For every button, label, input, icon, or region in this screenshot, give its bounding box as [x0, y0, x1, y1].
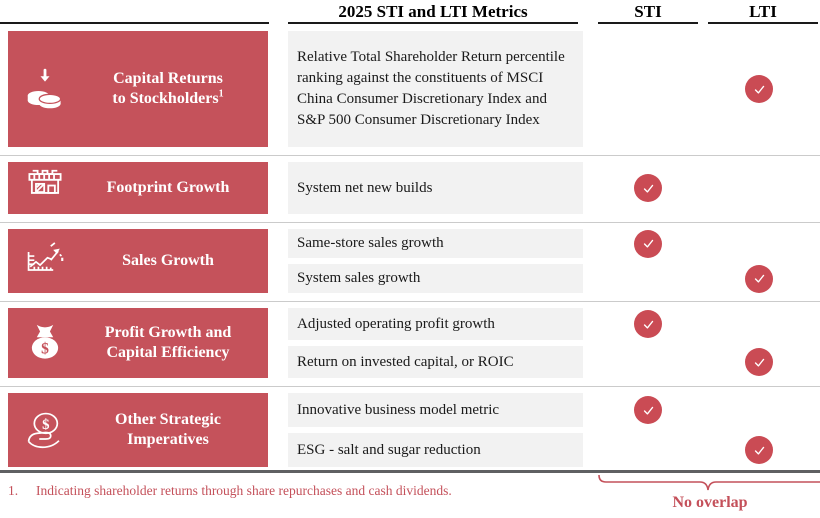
- category-block-profit-growth: [8, 308, 268, 378]
- category-label: Footprint Growth: [106, 179, 230, 196]
- category-block-capital-returns: [8, 31, 268, 147]
- row-divider: [0, 386, 820, 387]
- check-columns: [598, 393, 820, 467]
- money-bag-icon: [8, 320, 82, 366]
- column-header-lti: LTI: [749, 2, 777, 21]
- table-row-other-strategic: [0, 393, 820, 467]
- column-header-sti: STI: [634, 2, 662, 21]
- category-label: Profit Growth and Capital Efficiency: [104, 324, 232, 361]
- table-row-footprint-growth: [0, 162, 820, 214]
- check-icon: [634, 396, 662, 424]
- check-icon: [745, 265, 773, 293]
- check-columns: [598, 162, 820, 214]
- category-block-other-strategic: [8, 393, 268, 467]
- row-divider: [0, 155, 820, 156]
- category-label: Sales Growth: [122, 252, 214, 269]
- sti-check-cell: [598, 31, 698, 147]
- table-bottom-rule: [0, 470, 820, 473]
- lti-check-cell: [698, 264, 820, 293]
- metric-cell: System sales growth: [288, 264, 583, 293]
- storefront-icon: [8, 165, 82, 211]
- metric-cell: ESG - salt and sugar reduction: [288, 433, 583, 467]
- sti-check-cell: [598, 346, 698, 378]
- lti-check-cell: [698, 229, 820, 258]
- check-icon: [634, 174, 662, 202]
- no-overlap-label: No overlap: [672, 494, 748, 511]
- check-columns: [598, 229, 820, 293]
- coins-icon: [8, 66, 82, 112]
- metric-cell: System net new builds: [288, 162, 583, 214]
- lti-check-cell: [698, 308, 820, 340]
- check-icon: [745, 436, 773, 464]
- check-icon: [745, 348, 773, 376]
- header-underline-sti: [598, 22, 698, 24]
- header-underline-lti: [708, 22, 818, 24]
- no-overlap-bracket: [595, 474, 820, 496]
- table-row-profit-growth: [0, 308, 820, 378]
- category-block-sales-growth: [8, 229, 268, 293]
- lti-check-cell: [698, 31, 820, 147]
- lti-check-cell: [698, 393, 820, 427]
- category-label: Other Strategic Imperatives: [115, 411, 221, 448]
- check-icon: [634, 310, 662, 338]
- sti-check-cell: [598, 308, 698, 340]
- table-row-sales-growth: [0, 229, 820, 293]
- metric-cell: Adjusted operating profit growth: [288, 308, 583, 340]
- hand-coin-icon: [8, 407, 82, 453]
- sti-check-cell: [598, 393, 698, 427]
- row-divider: [0, 301, 820, 302]
- sti-check-cell: [598, 433, 698, 467]
- row-divider: [0, 222, 820, 223]
- lti-check-cell: [698, 346, 820, 378]
- check-columns: [598, 308, 820, 378]
- header-underline-category: [0, 22, 269, 24]
- table-row-capital-returns: [0, 31, 820, 147]
- metric-cell: Relative Total Shareholder Return percentile ranking against the constituents of MSCI China Consumer Discretionary Index and S&P 500 Consumer Discretionary Index: [288, 31, 583, 147]
- check-columns: [598, 31, 820, 147]
- metric-cell: Return on invested capital, or ROIC: [288, 346, 583, 378]
- svg-text:$: $: [41, 340, 49, 358]
- sti-check-cell: [598, 229, 698, 258]
- footnote-text: Indicating shareholder returns through share repurchases and cash dividends.: [36, 483, 452, 498]
- metric-cell: Innovative business model metric: [288, 393, 583, 427]
- sti-check-cell: [598, 264, 698, 293]
- footnote-ref: 1: [218, 88, 224, 100]
- sti-check-cell: [598, 162, 698, 214]
- svg-text:$: $: [42, 417, 50, 434]
- category-label: Capital Returns to Stockholders$^1$: [112, 70, 224, 107]
- metric-cell: Same-store sales growth: [288, 229, 583, 258]
- category-block-footprint-growth: [8, 162, 268, 214]
- footnote-number: 1.: [8, 483, 19, 498]
- check-icon: [745, 75, 773, 103]
- growth-chart-icon: [8, 238, 82, 284]
- column-header-metrics: 2025 STI and LTI Metrics: [338, 2, 528, 21]
- check-icon: [634, 230, 662, 258]
- lti-check-cell: [698, 162, 820, 214]
- header-underline-metrics: [288, 22, 578, 24]
- lti-check-cell: [698, 433, 820, 467]
